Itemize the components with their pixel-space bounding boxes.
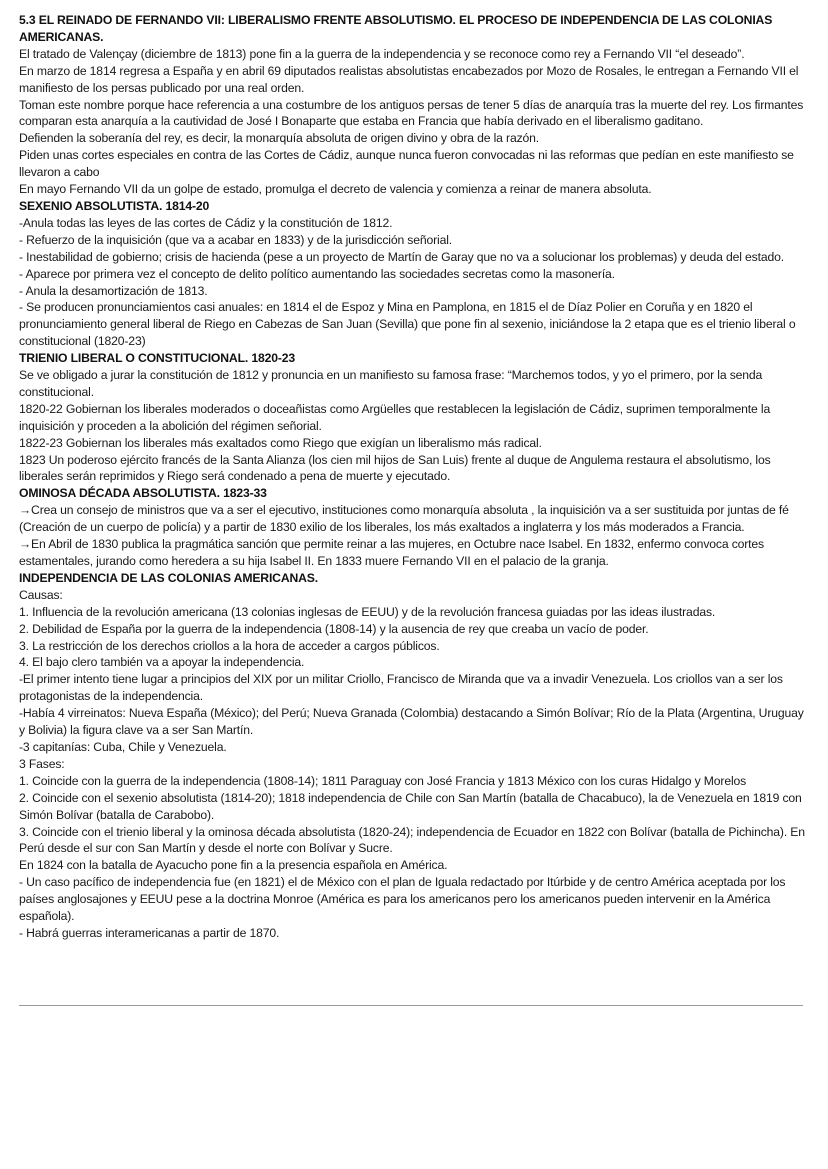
paragraph: Toman este nombre porque hace referencia a una costumbre de los antiguos persas de tener 5 días de anarquía tras la muerte del rey. Los firmantes comparan esta anarquía a la cautividad de José I Bonaparte que estaba en Francia que había derivado en el liberalismo gaditano. bbox=[19, 97, 804, 129]
paragraph: →En Abril de 1830 publica la pragmática sanción que permite reinar a las mujeres, en Octubre nace Isabel. En 1832, enfermo convoca cortes estamentales, jurando como heredera a su hija Isabel II. En 1833 muere Fernando VII en el palacio de la granja. bbox=[19, 537, 764, 568]
paragraph: 4. El bajo clero también va a apoyar la independencia. bbox=[19, 655, 305, 670]
paragraph: -Anula todas las leyes de las cortes de Cádiz y la constitución de 1812. bbox=[19, 215, 393, 230]
section-heading: 5.3 EL REINADO DE FERNANDO VII: LIBERALISMO FRENTE ABSOLUTISMO. EL PROCESO DE INDEPENDENCIA DE LAS COLONIAS AMERICANAS. bbox=[19, 13, 773, 44]
paragraph: En mayo Fernando VII da un golpe de estado, promulga el decreto de valencia y comienza a reinar de manera absoluta. bbox=[19, 182, 652, 197]
paragraph: -3 capitanías: Cuba, Chile y Venezuela. bbox=[19, 739, 227, 754]
paragraph: →Crea un consejo de ministros que va a ser el ejecutivo, instituciones como monarquía absoluta , la inquisición va a ser sustituida por juntas de fé (Creación de un cuerpo de policía) y a partir de 1830 exilio de los liberales, los más exaltados a inglaterra y los más moderados a Francia. bbox=[19, 503, 789, 535]
paragraph: - Habrá guerras interamericanas a partir de 1870. bbox=[19, 925, 280, 940]
section-heading: OMINOSA DÉCADA ABSOLUTISTA. 1823-33 bbox=[19, 486, 267, 501]
paragraph: 2. Coincide con el sexenio absolutista (1814-20); 1818 independencia de Chile con San Martín (batalla de Chacabuco), la de Venezuela en 1819 con Simón Bolívar (batalla de Carabobo). bbox=[19, 790, 802, 822]
paragraph: Defienden la soberanía del rey, es decir, la monarquía absoluta de origen divino y obra de la razón. bbox=[19, 131, 540, 146]
paragraph: 3. La restricción de los derechos criollos a la hora de acceder a cargos públicos. bbox=[19, 638, 440, 653]
section-heading: SEXENIO ABSOLUTISTA. 1814-20 bbox=[19, 198, 210, 213]
paragraph: -El primer intento tiene lugar a principios del XIX por un militar Criollo, Francisco de Miranda que va a invadir Venezuela. Los criollos van a ser los protagonistas de la independencia. bbox=[19, 672, 783, 704]
footer-divider bbox=[19, 1005, 803, 1006]
paragraph: Piden unas cortes especiales en contra de las Cortes de Cádiz, aunque nunca fueron convocadas ni las reformas que pedían en este manifiesto se llevaron a cabo bbox=[19, 148, 794, 180]
paragraph: - Un caso pacífico de independencia fue (en 1821) el de México con el plan de Iguala redactado por Itúrbide y de centro América aceptada por los países anglosajones y EEUU pese a la doctrina Monroe (América es para los americanos pero los americanos pueden intervenir en la América española). bbox=[19, 875, 786, 924]
paragraph: Causas: bbox=[19, 587, 63, 602]
paragraph: - Aparece por primera vez el concepto de delito político aumentando las sociedades secretas como la masonería. bbox=[19, 266, 615, 281]
paragraph: Se ve obligado a jurar la constitución de 1812 y pronuncia en un manifiesto su famosa frase: “Marchemos todos, y yo el primero, por la senda constitucional. bbox=[19, 368, 763, 399]
paragraph: 1822-23 Gobiernan los liberales más exaltados como Riego que exigían un liberalismo más radical. bbox=[19, 435, 542, 450]
paragraph: En 1824 con la batalla de Ayacucho pone fin a la presencia española en América. bbox=[19, 858, 448, 873]
paragraph: 1. Influencia de la revolución americana (13 colonias inglesas de EEUU) y de la revolución francesa guiadas por las ideas ilustradas. bbox=[19, 604, 716, 619]
paragraph: -Había 4 virreinatos: Nueva España (México); del Perú; Nueva Granada (Colombia) destacando a Simón Bolívar; Río de la Plata (Argentina, Uruguay y Bolivia) la figura clave va a ser San Martín. bbox=[19, 706, 804, 738]
paragraph: - Se producen pronunciamientos casi anuales: en 1814 el de Espoz y Mina en Pamplona, en 1815 el de Díaz Polier en Coruña y en 1820 el pronunciamiento general liberal de Riego en Cabezas de San Juan (Sevilla) que pone fin al sexenio, iniciándose la 2 etapa que es el trienio liberal o constitucional (1820-23) bbox=[19, 300, 796, 349]
paragraph: 3 Fases: bbox=[19, 756, 65, 771]
paragraph: 1. Coincide con la guerra de la independencia (1808-14); 1811 Paraguay con José Francia y 1813 México con los curas Hidalgo y Morelos bbox=[19, 773, 747, 788]
document-body bbox=[19, 12, 809, 942]
section-heading: TRIENIO LIBERAL O CONSTITUCIONAL. 1820-23 bbox=[19, 351, 296, 366]
paragraph: - Refuerzo de la inquisición (que va a acabar en 1833) y de la jurisdicción señorial. bbox=[19, 232, 453, 247]
paragraph: 2. Debilidad de España por la guerra de la independencia (1808-14) y la ausencia de rey que creaba un vacío de poder. bbox=[19, 621, 649, 636]
paragraph: - Inestabilidad de gobierno; crisis de hacienda (pese a un proyecto de Martín de Garay que no va a solucionar los problemas) y deuda del estado. bbox=[19, 249, 784, 264]
paragraph: En marzo de 1814 regresa a España y en abril 69 diputados realistas absolutistas encabezados por Mozo de Rosales, le entregan a Fernando VII el manifiesto de los persas publicado por una real orden. bbox=[19, 63, 799, 95]
paragraph: - Anula la desamortización de 1813. bbox=[19, 283, 208, 298]
paragraph: 1820-22 Gobiernan los liberales moderados o doceañistas como Argüelles que restablecen la legislación de Cádiz, suprimen temporalmente la inquisición y proceden a la abolición del régimen señorial. bbox=[19, 401, 771, 433]
paragraph: 3. Coincide con el trienio liberal y la ominosa década absolutista (1820-24); independencia de Ecuador en 1822 con Bolívar (batalla de Pichincha). En Perú desde el sur con San Martín y desde el norte con Bolívar y Sucre. bbox=[19, 824, 805, 856]
paragraph: El tratado de Valençay (diciembre de 1813) pone fin a la guerra de la independencia y se reconoce como rey a Fernando VII “el deseado”. bbox=[19, 46, 745, 61]
paragraph: 1823 Un poderoso ejército francés de la Santa Alianza (los cien mil hijos de San Luis) frente al duque de Angulema restaura el absolutismo, los liberales serán reprimidos y Riego será condenado a pena de muerte y ejecutado. bbox=[19, 452, 771, 484]
section-heading: INDEPENDENCIA DE LAS COLONIAS AMERICANAS. bbox=[19, 570, 319, 585]
